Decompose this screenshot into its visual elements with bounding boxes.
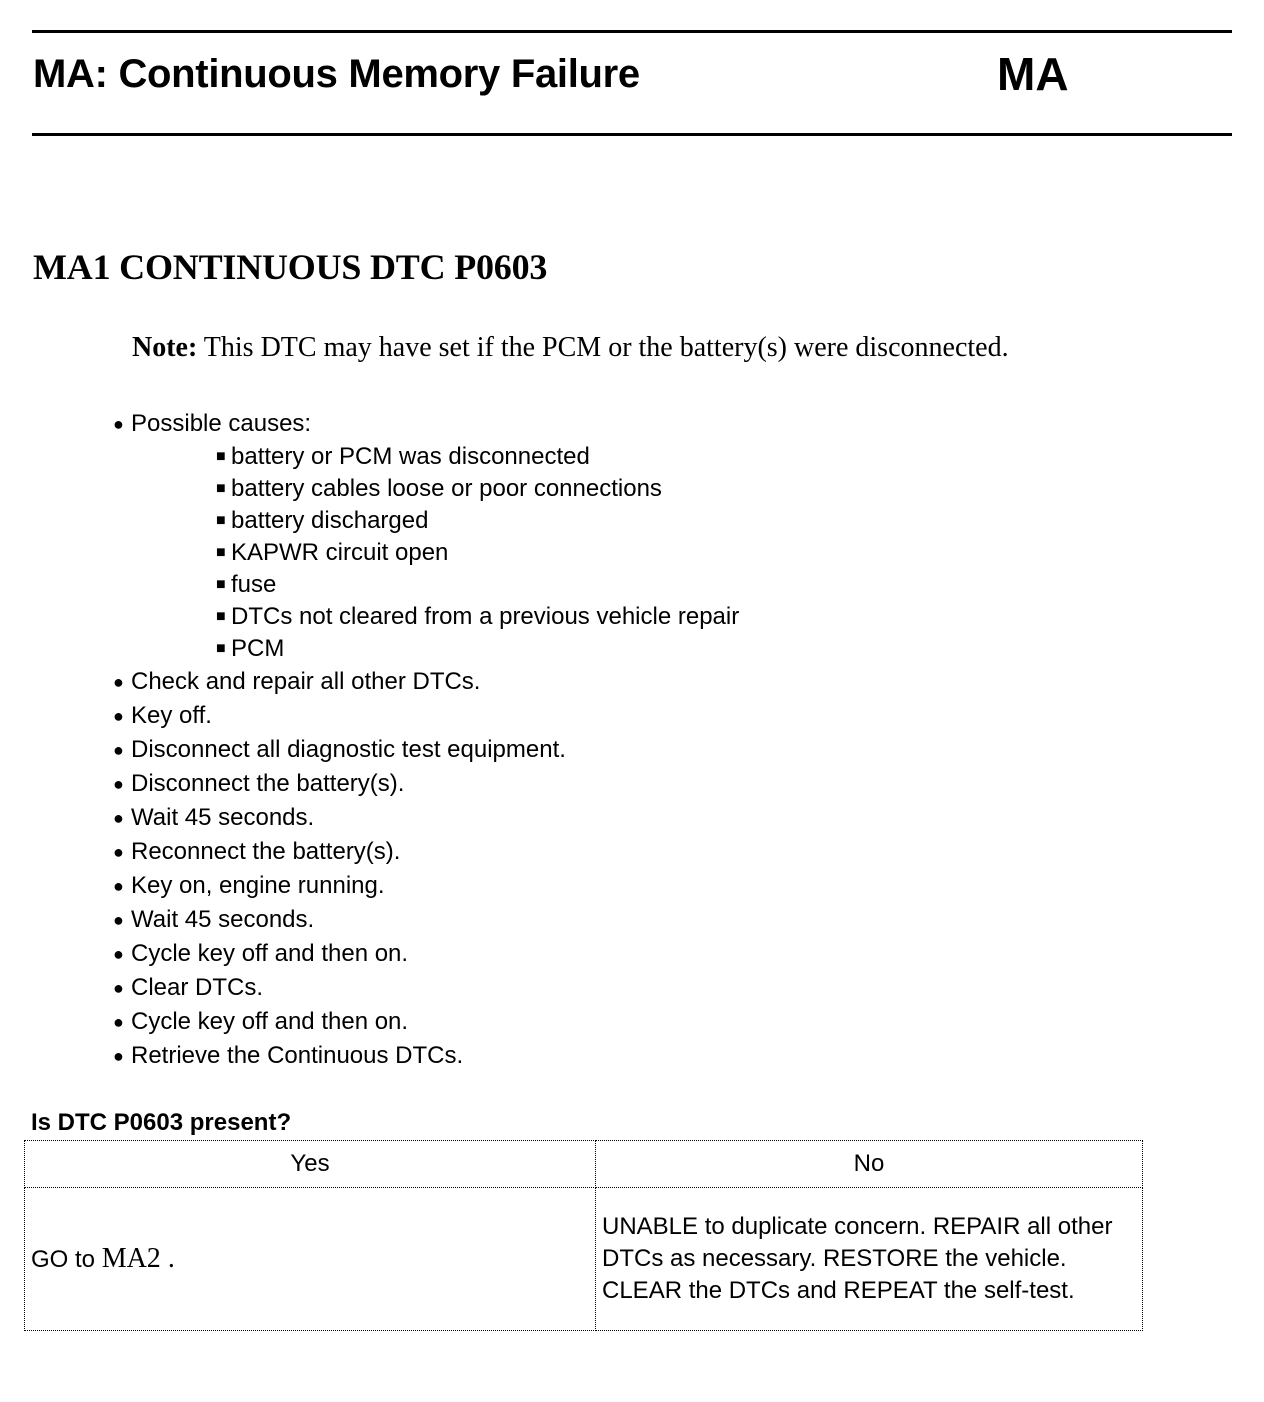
bullet-icon: ● xyxy=(113,876,124,896)
list-item xyxy=(113,903,739,937)
step-text: Wait 45 seconds. xyxy=(131,906,315,933)
cause-text: battery discharged xyxy=(231,507,429,534)
sub-list-item xyxy=(113,505,739,537)
square-bullet-icon: ■ xyxy=(216,640,226,657)
list-item xyxy=(113,1039,739,1073)
step-text: Key on, engine running. xyxy=(131,872,385,899)
square-bullet-icon: ■ xyxy=(216,480,226,497)
sub-list-item xyxy=(113,441,739,473)
square-bullet-icon: ■ xyxy=(216,544,226,561)
sub-list-item xyxy=(113,537,739,569)
step-text: Wait 45 seconds. xyxy=(131,804,315,831)
sub-list-item xyxy=(113,473,739,505)
list-item xyxy=(113,1005,739,1039)
step-text: Key off. xyxy=(131,702,212,729)
yes-column-header: Yes xyxy=(25,1141,596,1188)
bullet-icon: ● xyxy=(113,740,124,760)
cause-text: KAPWR circuit open xyxy=(231,539,449,566)
cause-text: battery or PCM was disconnected xyxy=(231,443,590,470)
list-item xyxy=(113,407,739,441)
cause-text: battery cables loose or poor connections xyxy=(231,475,662,502)
header-bottom-rule xyxy=(32,133,1232,136)
list-item xyxy=(113,665,739,699)
step-text: Cycle key off and then on. xyxy=(131,940,409,967)
bullet-icon: ● xyxy=(113,1012,124,1032)
cause-text: PCM xyxy=(231,635,285,662)
sub-list-item xyxy=(113,601,739,633)
page-title: MA: Continuous Memory Failure xyxy=(33,52,640,96)
answer-table xyxy=(24,1140,1143,1331)
no-action-cell: UNABLE to duplicate concern. REPAIR all other DTCs as necessary. RESTORE the vehicle. CLEAR the DTCs and REPEAT the self-test. xyxy=(596,1188,1143,1331)
bullet-icon: ● xyxy=(113,978,124,998)
go-to-text: GO to xyxy=(31,1245,102,1273)
bullet-icon: ● xyxy=(113,672,124,692)
section-code: MA xyxy=(997,48,1069,100)
step-text: Cycle key off and then on. xyxy=(131,1008,409,1035)
section-title: MA1 CONTINUOUS DTC P0603 xyxy=(33,247,548,287)
sub-list-item xyxy=(113,633,739,665)
square-bullet-icon: ■ xyxy=(216,448,226,465)
list-item xyxy=(113,801,739,835)
step-text: Disconnect all diagnostic test equipment. xyxy=(131,736,566,763)
bullet-icon: ● xyxy=(113,808,124,828)
step-text: Retrieve the Continuous DTCs. xyxy=(131,1042,464,1069)
bullet-icon: ● xyxy=(113,910,124,930)
list-item xyxy=(113,937,739,971)
list-item xyxy=(113,869,739,903)
bullet-icon: ● xyxy=(113,706,124,726)
list-item xyxy=(113,699,739,733)
note-label: Note: xyxy=(132,332,198,363)
note xyxy=(132,330,1009,366)
list-item xyxy=(113,835,739,869)
cause-text: fuse xyxy=(231,571,277,598)
go-to-suffix: . xyxy=(160,1242,175,1274)
ma2-link[interactable]: MA2 xyxy=(101,1242,161,1274)
table-row xyxy=(25,1188,1143,1331)
list-item xyxy=(113,971,739,1005)
bullet-icon: ● xyxy=(113,774,124,794)
no-column-header: No xyxy=(596,1141,1143,1188)
test-question: Is DTC P0603 present? xyxy=(31,1109,292,1136)
bullet-icon: ● xyxy=(113,1046,124,1066)
square-bullet-icon: ■ xyxy=(216,512,226,529)
bullet-icon: ● xyxy=(113,414,124,434)
table-header-row xyxy=(25,1141,1143,1188)
list-item xyxy=(113,767,739,801)
note-text: This DTC may have set if the PCM or the battery(s) were disconnected. xyxy=(197,332,1009,363)
bullet-icon: ● xyxy=(113,842,124,862)
header-top-rule xyxy=(32,30,1232,33)
step-text: Reconnect the battery(s). xyxy=(131,838,401,865)
bullet-icon: ● xyxy=(113,944,124,964)
cause-text: DTCs not cleared from a previous vehicle repair xyxy=(231,603,740,630)
step-text: Possible causes: xyxy=(131,410,312,437)
sub-list-item xyxy=(113,569,739,601)
step-text: Clear DTCs. xyxy=(131,974,264,1001)
step-list xyxy=(113,407,739,1073)
list-item xyxy=(113,733,739,767)
yes-action-cell xyxy=(25,1188,596,1331)
step-text: Check and repair all other DTCs. xyxy=(131,668,481,695)
square-bullet-icon: ■ xyxy=(216,576,226,593)
step-text: Disconnect the battery(s). xyxy=(131,770,405,797)
square-bullet-icon: ■ xyxy=(216,608,226,625)
